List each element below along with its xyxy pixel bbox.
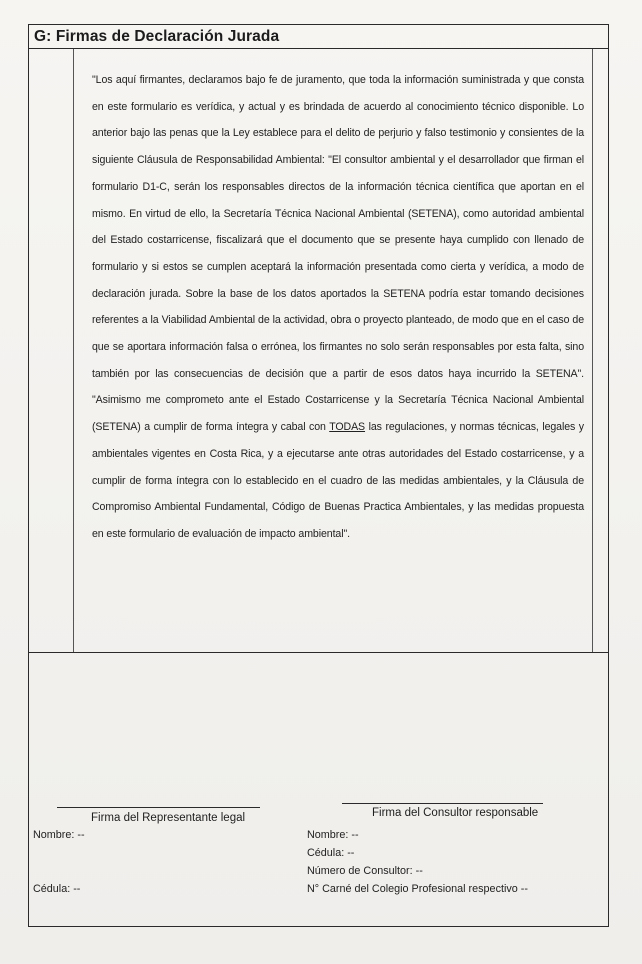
declaration-emphasis: TODAS	[329, 421, 366, 434]
signature-form	[28, 24, 609, 927]
margin-rule-left	[73, 49, 74, 652]
margin-rule-right	[592, 49, 593, 652]
consultant-license-field: N° Carné del Colegio Profesional respectivo --	[307, 883, 528, 895]
consultant-signature-line	[342, 803, 543, 804]
section-header	[29, 25, 608, 49]
section-title: G: Firmas de Declaración Jurada	[34, 28, 280, 45]
declaration-part-2: las regulaciones, y normas técnicas, legales y ambientales vigentes en Costa Rica, y a ejecutarse ante otras autoridades del Estado costarricense, y a cumplir de forma íntegra con lo establecido en el cuadro de las medidas ambientales, y la Cláusula de Compromiso Ambiental Fundamental, Código de Buenas Practica Ambientales, y las medidas propuesta en este formulario de evaluación de impacto ambiental".	[92, 421, 584, 540]
legal-rep-id-field: Cédula: --	[33, 883, 81, 895]
declaration-part-1: "Los aquí firmantes, declaramos bajo fe de juramento, que toda la información suministrada y que consta en este formulario es verídica, y actual y es brindada de acuerdo al conocimiento técnico disponible. Lo anterior bajo las penas que la Ley establece para el delito de perjurio y falso testimonio y consientes de la siguiente Cláusula de Responsabilidad Ambiental: "El consultor ambiental y el desarrollador que firman el formulario D1-C, serán los responsables directos de la información técnica científica que aportan en el mismo. En virtud de ello, la Secretaría Técnica Nacional Ambiental (SETENA), como autoridad ambiental del Estado costarricense, fiscalizará que el documento que se presente haya cumplido con llenado de formulario y si estos se cumplen aceptará la información presentada como cierta y verídica, a modo de declaración jurada. Sobre la base de los datos aportados la SETENA podría estar tomando decisiones referentes a la Viabilidad Ambiental de la actividad, obra o proyecto planteado, de modo que en el caso de que se aportara información falsa o errónea, los firmantes no solo serán responsables por esta falta, sino también por las consecuencias de decisión que a partir de esos datos haya incurrido la SETENA". "Asimismo me comprometo ante el Estado Costarricense y la Secretaría Técnica Nacional Ambiental (SETENA) a cumplir de forma íntegra y cabal con	[92, 74, 584, 434]
declaration-text	[92, 67, 584, 548]
consultant-name-field: Nombre: --	[307, 829, 359, 841]
declaration-area	[29, 49, 608, 653]
legal-rep-signature-caption: Firma del Representante legal	[91, 812, 246, 824]
consultant-id-field: Cédula: --	[307, 847, 355, 859]
consultant-signature-caption: Firma del Consultor responsable	[372, 807, 539, 819]
legal-rep-name-field: Nombre: --	[33, 829, 85, 841]
consultant-number-field: Número de Consultor: --	[307, 865, 423, 877]
legal-rep-signature-line	[57, 807, 260, 808]
